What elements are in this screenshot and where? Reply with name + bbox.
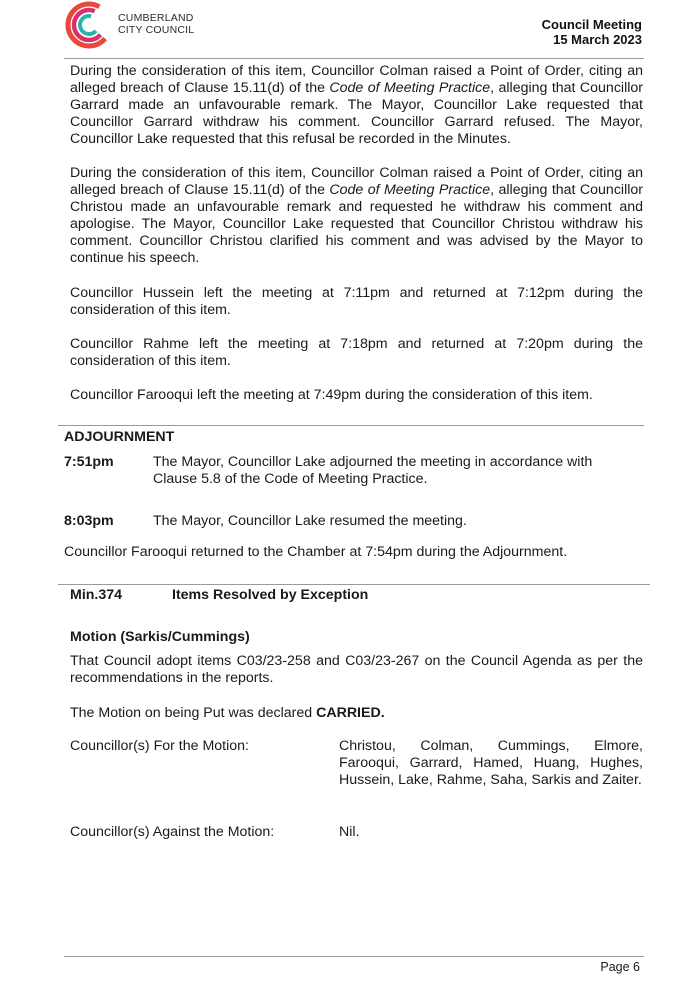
footer-divider [64, 956, 644, 957]
hussein-attendance: Councillor Hussein left the meeting at 7:11pm and returned at 7:12pm during the consideration of this item. [70, 285, 643, 318]
meeting-title: Council Meeting [541, 17, 642, 32]
council-logo-icon [64, 0, 114, 50]
header-divider [64, 58, 644, 59]
motion-result-value: CARRIED. [316, 705, 385, 721]
minute-divider [58, 584, 650, 585]
motion-result [70, 705, 385, 721]
motion-heading: Motion (Sarkis/Cummings) [70, 629, 250, 645]
minute-number: Min.374 [70, 587, 123, 603]
p1-text-a: During the consideration of this item, Councillor Colman raised a Point of Order, citing an alleged breach of Clause 15.11(d) of the [70, 63, 643, 96]
meeting-date: 15 March 2023 [553, 32, 642, 47]
point-of-order-christou [70, 165, 643, 267]
minute-title: Items Resolved by Exception [172, 587, 369, 603]
adjournment-title: ADJOURNMENT [64, 429, 175, 445]
council-name-line1: CUMBERLAND [118, 12, 194, 24]
point-of-order-garrard [70, 63, 643, 148]
council-name [118, 12, 194, 36]
against-motion-label: Councillor(s) Against the Motion: [70, 824, 275, 840]
council-name-line2: CITY COUNCIL [118, 24, 195, 36]
p2-text-b: , alleging that Councillor Christou made an unfavourable remark and requested he withdraw his comment and apologise. The Mayor, Councillor Lake requested that Councillor Christou withdraw his comment. Councillor Christou clarified his comment and was advised by the Mayor to continue his speech. [70, 182, 643, 266]
adjourn-time: 7:51pm [64, 454, 114, 470]
adjourn-text: The Mayor, Councillor Lake adjourned the meeting in accordance with Clause 5.8 of the Code of Meeting Practice. [153, 454, 593, 487]
page-number: Page 6 [600, 960, 640, 974]
p1-text-b: , alleging that Councillor Garrard made an unfavourable remark. The Mayor, Councillor Lake requested that Councillor Garrard withdraw his comment. Councillor Garrard refused. The Mayor, Councillor Lake requested that this refusal be recorded in the Minutes. [70, 80, 643, 147]
section-divider [58, 425, 644, 426]
p2-text-a: During the consideration of this item, Councillor Colman raised a Point of Order, citing an alleged breach of Clause 15.11(d) of the [70, 165, 643, 198]
resume-text: The Mayor, Councillor Lake resumed the meeting. [153, 513, 467, 529]
motion-text: That Council adopt items C03/23-258 and C03/23-267 on the Council Agenda as per the recommendations in the reports. [70, 653, 643, 686]
motion-result-prefix: The Motion on being Put was declared [70, 705, 317, 721]
for-motion-list: Christou, Colman, Cummings, Elmore, Farooqui, Garrard, Hamed, Huang, Hughes, Hussein, Lake, Rahme, Saha, Sarkis and Zaiter. [339, 738, 643, 788]
farooqui-left: Councillor Farooqui left the meeting at 7:49pm during the consideration of this item. [70, 387, 593, 403]
meeting-header [542, 17, 642, 47]
p2-italic: Code of Meeting Practice [329, 182, 491, 198]
rahme-attendance: Councillor Rahme left the meeting at 7:18pm and returned at 7:20pm during the consideration of this item. [70, 336, 643, 369]
p1-italic: Code of Meeting Practice [329, 80, 491, 96]
against-motion-list: Nil. [339, 824, 360, 840]
for-motion-label: Councillor(s) For the Motion: [70, 738, 249, 754]
resume-time: 8:03pm [64, 513, 114, 529]
adjournment-note: Councillor Farooqui returned to the Chamber at 7:54pm during the Adjournment. [64, 544, 568, 560]
